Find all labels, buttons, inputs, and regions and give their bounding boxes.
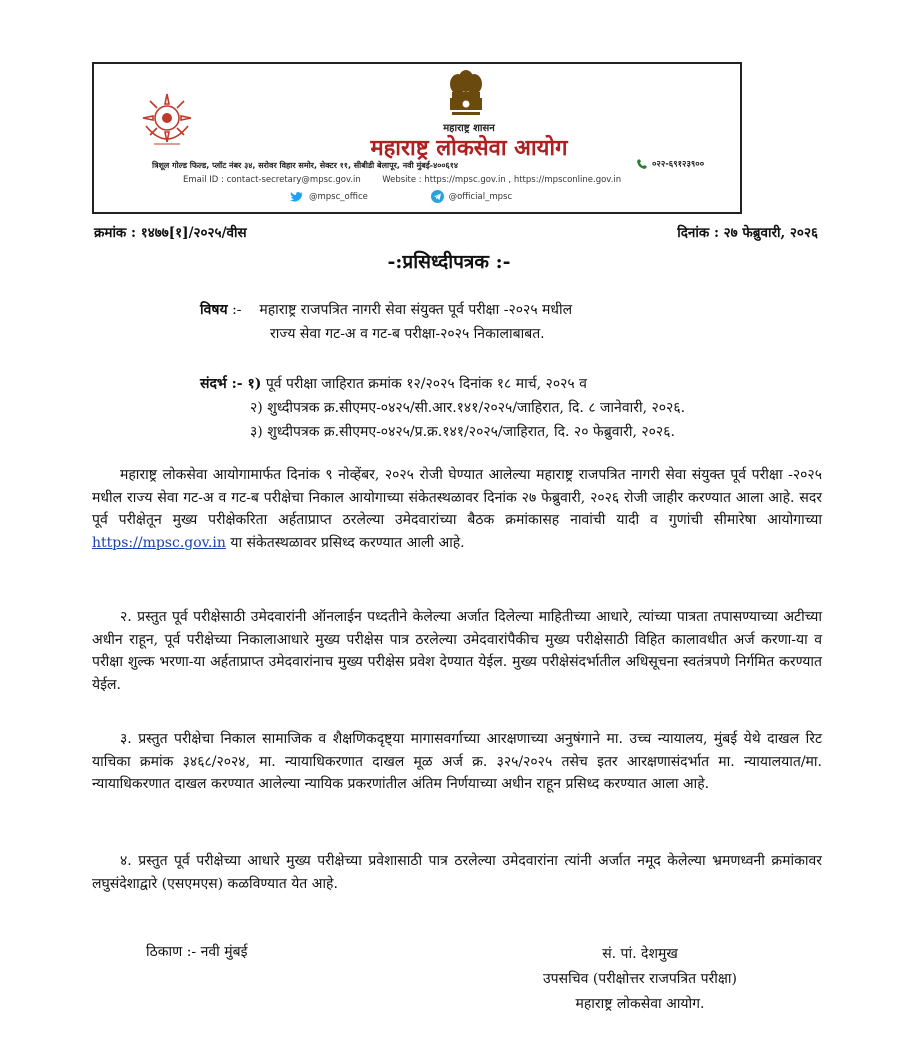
subject-separator: :-	[227, 302, 242, 318]
paragraph-1-tail: या संकेतस्थळावर प्रसिध्द करण्यात आली आहे.	[225, 534, 465, 551]
signatory-name: सं. पां. देशमुख	[602, 946, 678, 962]
references-label: संदर्भ :- १)	[200, 376, 262, 392]
telegram-link[interactable]	[431, 190, 513, 203]
subject-line-2: राज्य सेवा गट-अ व गट-ब परीक्षा-२०२५ निकालाबाबत.	[270, 326, 545, 342]
paragraph-4	[92, 850, 822, 895]
office-address: त्रिशूल गोल्ड फिल्ड, प्लॉट नंबर ३४, सरोवर विहार समोर, सेक्टर ११, सीबीडी बेलापूर, नवी मुंबई-४००६१४	[152, 161, 459, 170]
subject-block	[200, 298, 572, 346]
paragraph-2	[92, 606, 822, 696]
email-text: Email ID : contact-secretary@mpsc.gov.in	[183, 175, 361, 185]
twitter-handle: @mpsc_office	[309, 192, 368, 202]
signatory-designation: उपसचिव (परीक्षोत्तर राजपत्रित परीक्षा)	[542, 971, 738, 987]
signature-block	[500, 942, 780, 1017]
issue-date: दिनांक : २७ फेब्रुवारी, २०२६	[677, 225, 818, 241]
phone-icon	[636, 158, 648, 170]
paragraph-3	[92, 728, 822, 796]
letterhead	[92, 62, 742, 214]
paragraph-2-text: २. प्रस्तुत पूर्व परीक्षेसाठी उमेदवारांनी ऑनलाईन पध्दतीने केलेल्या अर्जात दिलेल्या माहितीच्या आधारे, त्यांच्या पात्रता तपासण्याच्या अटीच्या अधीन राहून, पूर्व परीक्षेच्या निकालाआधारे मुख्य परीक्षेस पात्र ठरलेल्या उमेदवारांपैकीच मुख्य परीक्षेसाठी विहित कालावधीत अर्ज करणा-या व परीक्षा शुल्क भरणा-या अर्हताप्राप्त उमेदवारांनाच मुख्य परीक्षेस प्रवेश देण्यात येईल. मुख्य परीक्षेसंदर्भातील अधिसूचना स्वतंत्रपणे निर्गमित करण्यात येईल.	[92, 609, 822, 693]
twitter-link[interactable]	[290, 191, 368, 203]
mpsc-logo-icon	[132, 86, 202, 156]
subject-label: विषय	[200, 302, 228, 318]
place-line: ठिकाण :- नवी मुंबई	[146, 944, 248, 960]
subject-line-1: महाराष्ट्र राजपत्रित नागरी सेवा संयुक्त पूर्व परीक्षा -२०२५ मधील	[259, 302, 573, 318]
reference-item: ३) शुध्दीपत्रक क्र.सीएमए-०४२५/प्र.क्र.१४१/२०२५/जाहिरात, दि. २० फेब्रुवारी, २०२६.	[250, 424, 675, 440]
reference-item: २) शुध्दीपत्रक क्र.सीएमए-०४२५/सी.आर.१४१/२०२५/जाहिरात, दि. ८ जानेवारी, २०२६.	[250, 400, 686, 416]
paragraph-1	[92, 464, 822, 554]
paragraph-3-text: ३. प्रस्तुत परीक्षेचा निकाल सामाजिक व शैक्षणिकदृष्ट्या मागासवर्गाच्या आरक्षणाच्या अनुषंगाने मा. उच्च न्यायालय, मुंबई येथे दाखल रिट याचिका क्रमांक ३४६८/२०२४, मा. न्यायाधिकरणात दाखल मूळ अर्ज क्र. ३२५/२०२५ तसेच इतर आरक्षणासंदर्भात मा. न्यायालयात/मा. न्यायाधिकरणात दाखल करण्यात आलेल्या न्यायिक प्रकरणांतील अंतिम निर्णयाच्या अधीन राहून प्रसिध्द करण्यात आला आहे.	[92, 731, 822, 792]
commission-name: महाराष्ट्र लोकसेवा आयोग	[370, 136, 568, 161]
twitter-icon	[290, 191, 304, 203]
social-links	[290, 190, 572, 206]
reference-item: पूर्व परीक्षा जाहिरात क्रमांक १२/२०२५ दिनांक १८ मार्च, २०२५ व	[265, 376, 587, 392]
website-link[interactable]: https://mpsc.gov.in	[92, 534, 226, 551]
phone-number: ०२२-६९१२३९००	[652, 159, 705, 170]
telegram-handle: @official_mpsc	[448, 191, 513, 202]
paragraph-1-text: महाराष्ट्र लोकसेवा आयोगामार्फत दिनांक ९ नोव्हेंबर, २०२५ रोजी घेण्यात आलेल्या महाराष्ट्र राजपत्रित नागरी सेवा संयुक्त पूर्व परीक्षा -२०२५ मधील राज्य सेवा गट-अ व गट-ब परीक्षेचा निकाल आयोगाच्या संकेतस्थळावर दिनांक २७ फेब्रुवारी, २०२६ रोजी जाहीर करण्यात आला आहे. सदर पूर्व परीक्षेतून मुख्य परीक्षेकरिता अर्हताप्राप्त ठरलेल्या उमेदवारांच्या बैठक क्रमांकासह नावांची यादी व गुणांची सीमारेषा आयोगाच्या	[92, 467, 822, 528]
state-emblem-icon	[442, 68, 490, 126]
telegram-icon	[431, 190, 444, 203]
document-title: -:प्रसिध्दीपत्रक :-	[387, 251, 511, 273]
website-text[interactable]: Website : https://mpsc.gov.in , https://mpsconline.gov.in	[382, 175, 622, 185]
reference-number: क्रमांक : १४७७[१]/२०२५/वीस	[94, 225, 247, 241]
paragraph-4-text: ४. प्रस्तुत पूर्व परीक्षेच्या आधारे मुख्य परीक्षेच्या प्रवेशासाठी पात्र ठरलेल्या उमेदवारांना त्यांनी अर्जात नमूद केलेल्या भ्रमणध्वनी क्रमांकावर लघुसंदेशाद्वारे (एसएमएस) कळविण्यात येत आहे.	[92, 853, 822, 892]
signatory-organization: महाराष्ट्र लोकसेवा आयोग.	[575, 996, 705, 1012]
office-phone	[636, 158, 704, 170]
contact-line	[183, 175, 743, 185]
references-block	[200, 372, 685, 444]
government-name: महाराष्ट्र शासन	[443, 123, 495, 134]
